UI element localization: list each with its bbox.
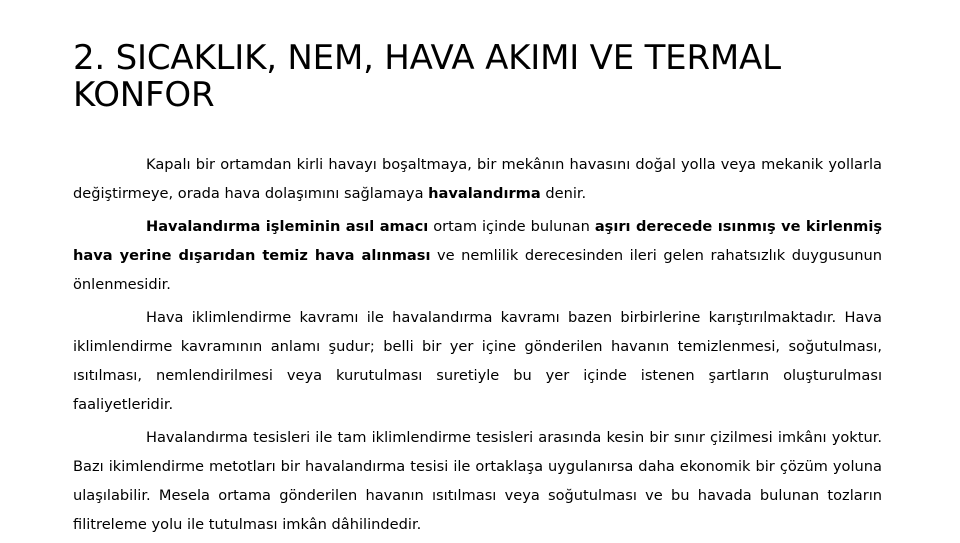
paragraph-2-bold-1: Havalandırma işleminin asıl amacı (146, 218, 429, 235)
paragraph-4: Havalandırma tesisleri ile tam iklimlendirme tesisleri arasında kesin bir sınır çizilmesi imkânı yoktur. Bazı ikimlendirme metotları bir havalandırma tesisi ile ortaklaşa uygulanırsa daha ekonomik bir çözüm yoluna ulaşılabilir. Mesela ortama gönderilen havanın ısıtılması veya soğutulması ve bu havada bulunan tozların filitreleme yolu ile tutulması imkân dâhilindedir. (73, 429, 882, 533)
paragraph-1-text: Kapalı bir ortamdan kirli havayı boşaltmaya, bir mekânın havasını doğal yolla veya mekanik yollarla değiştirmeye, orada hava dolaşımını sağlamaya (73, 156, 882, 202)
page-title: 2. SICAKLIK, NEM, HAVA AKIMI VE TERMAL KONFOR (73, 38, 781, 115)
paragraph-2 (73, 212, 882, 299)
paragraph-2-text-1: ortam içinde bulunan (428, 218, 595, 235)
paragraph-2-bold-2: aşırı derecede ısınmış ve kirlenmiş hava yerine dışarıdan temiz hava alınması (73, 218, 883, 264)
paragraph-1 (73, 150, 882, 208)
paragraph-1-end: denir. (540, 185, 587, 202)
paragraph-3: Hava iklimlendirme kavramı ile havalandırma kavramı bazen birbirlerine karıştırılmaktadır. Hava iklimlendirme kavramının anlamı şudur; belli bir yer içine gönderilen havanın temizlenmesi, soğutulması, ısıtılması, nemlendirilmesi veya kurutulması suretiyle bu yer içinde istenen şartların oluşturulması faaliyetleridir. (73, 309, 882, 413)
term-havalandirma: havalandırma (428, 185, 541, 202)
paragraph-2-text-2: ve nemlilik derecesinden ileri gelen rahatsızlık duygusunun önlenmesidir. (73, 247, 882, 293)
document-body (73, 150, 882, 543)
